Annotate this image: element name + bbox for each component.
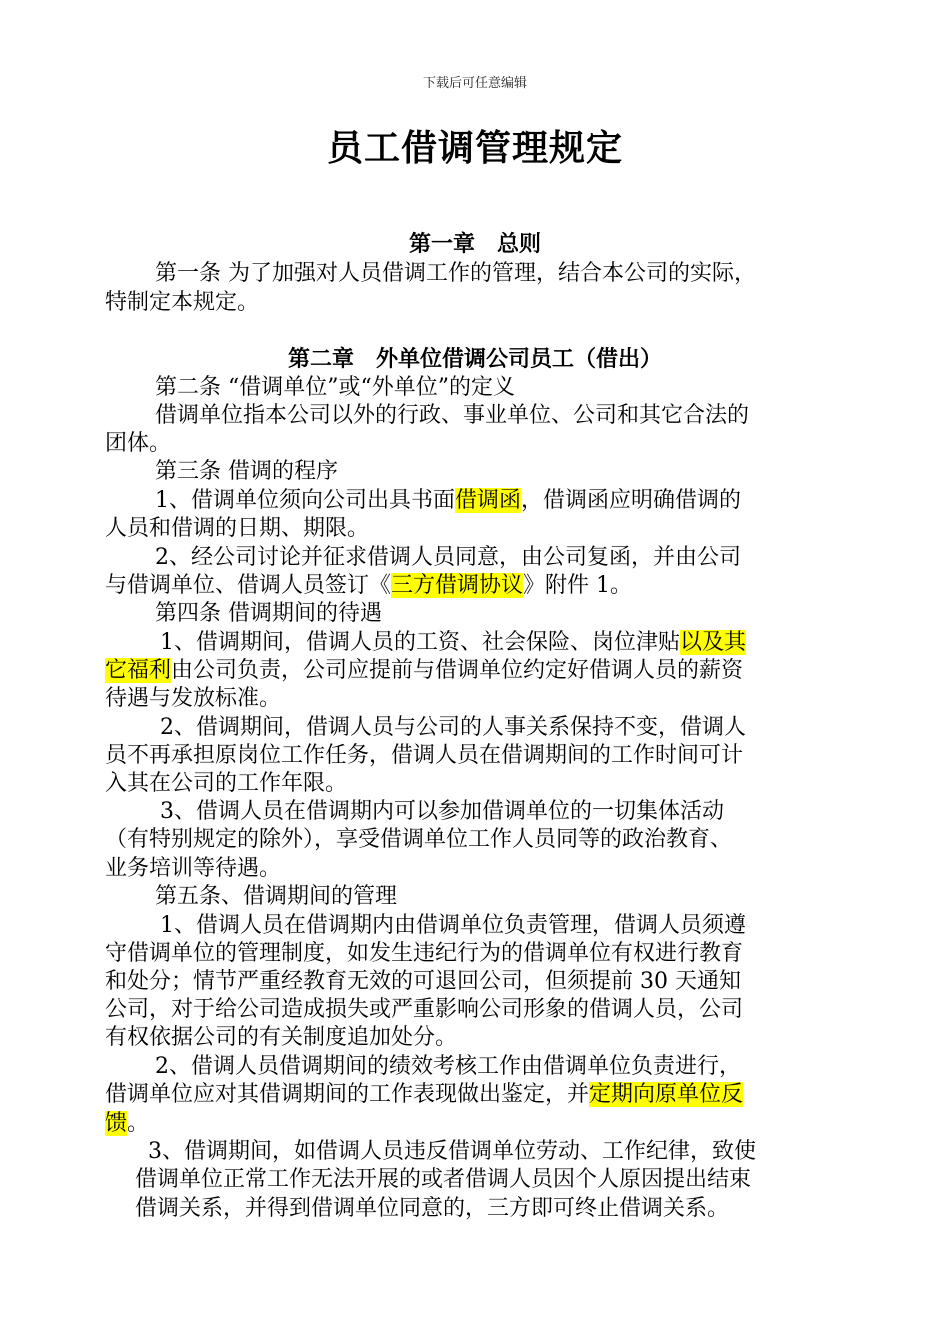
chapter-heading: 第二章 外单位借调公司员工（借出）: [287, 346, 662, 372]
page-header-note: 下载后可任意编辑: [422, 76, 527, 91]
highlighted-text: 三方借调协议: [391, 573, 524, 598]
article-text-line: 有权依据公司的有关制度追加处分。: [105, 1025, 458, 1050]
article-text-line: 业务培训等待遇。: [105, 856, 282, 881]
text-run: 。: [127, 1111, 150, 1136]
article-text-line: 第一条 为了加强对人员借调工作的管理，结合本公司的实际，: [155, 261, 756, 286]
article-text-line: （有特别规定的除外），享受借调单位工作人员同等的政治教育、: [105, 827, 733, 852]
article-text-line: 特制定本规定。: [105, 290, 260, 315]
article-text-line: 员不再承担原岗位工作任务，借调人员在借调期间的工作时间可计: [105, 743, 744, 768]
article-text-line: 借调单位正常工作无法开展的或者借调人员因个人原因提出结束: [135, 1167, 752, 1192]
article-text-line: 3、借调人员在借调期内可以参加借调单位的一切集体活动: [160, 799, 724, 824]
article-text-line: [160, 629, 746, 657]
text-run: 1、借调单位须向公司出具书面: [155, 488, 455, 513]
text-run: ，借调函应明确借调的: [521, 488, 742, 513]
highlighted-text: 借调函: [455, 488, 522, 513]
text-run: 》附件 1。: [523, 573, 633, 598]
article-text-line: [105, 657, 743, 685]
article-text-line: 2、借调期间，借调人员与公司的人事关系保持不变，借调人: [160, 715, 746, 740]
article-text-line: 守借调单位的管理制度，如发生违纪行为的借调单位有权进行教育: [105, 941, 744, 966]
article-text-line: 借调关系，并得到借调单位同意的，三方即可终止借调关系。: [135, 1196, 730, 1221]
article-text-line: 人员和借调的日期、期限。: [105, 516, 370, 541]
text-run: 1、借调期间，借调人员的工资、社会保险、岗位津贴: [160, 630, 680, 655]
article-heading-line: 第四条 借调期间的待遇: [155, 601, 382, 626]
article-text-line: 团体。: [105, 431, 172, 456]
article-text-line: 和处分；情节严重经教育无效的可退回公司，但须提前 30 天通知: [105, 969, 741, 994]
article-text-line: [105, 1110, 149, 1138]
article-text-line: 公司，对于给公司造成损失或严重影响公司形象的借调人员，公司: [105, 997, 744, 1022]
text-run: 与借调单位、借调人员签订《: [105, 573, 392, 598]
document-title: 员工借调管理规定: [326, 127, 623, 169]
highlighted-text: 馈: [105, 1111, 128, 1136]
article-text-line: 入其在公司的工作年限。: [105, 771, 348, 796]
article-text-line: 2、经公司讨论并征求借调人员同意，由公司复函，并由公司: [155, 545, 741, 570]
article-text-line: 借调单位指本公司以外的行政、事业单位、公司和其它合法的: [155, 403, 750, 428]
article-heading-line: 第二条 “借调单位”或“外单位”的定义: [155, 375, 515, 400]
article-text-line: [155, 487, 741, 515]
text-run: 由公司负责，公司应提前与借调单位约定好借调人员的薪资: [171, 658, 744, 683]
article-text-line: 2、借调人员借调期间的绩效考核工作由借调单位负责进行，: [155, 1054, 741, 1079]
chapter-heading: 第一章 总则: [408, 231, 541, 257]
article-text-line: [105, 1081, 743, 1109]
highlighted-text: 它福利: [105, 658, 172, 683]
highlighted-text: 以及其: [680, 630, 747, 655]
article-text-line: 3、借调期间，如借调人员违反借调单位劳动、工作纪律，致使: [148, 1139, 756, 1164]
article-heading-line: 第五条、借调期间的管理: [155, 884, 398, 909]
article-heading-line: 第三条 借调的程序: [155, 459, 338, 484]
article-text-line: 待遇与发放标准。: [105, 686, 282, 711]
highlighted-text: 定期向原单位反: [589, 1082, 744, 1107]
article-text-line: 1、借调人员在借调期内由借调单位负责管理，借调人员须遵: [160, 913, 746, 938]
text-run: 借调单位应对其借调期间的工作表现做出鉴定，并: [105, 1082, 590, 1107]
article-text-line: [105, 572, 632, 600]
